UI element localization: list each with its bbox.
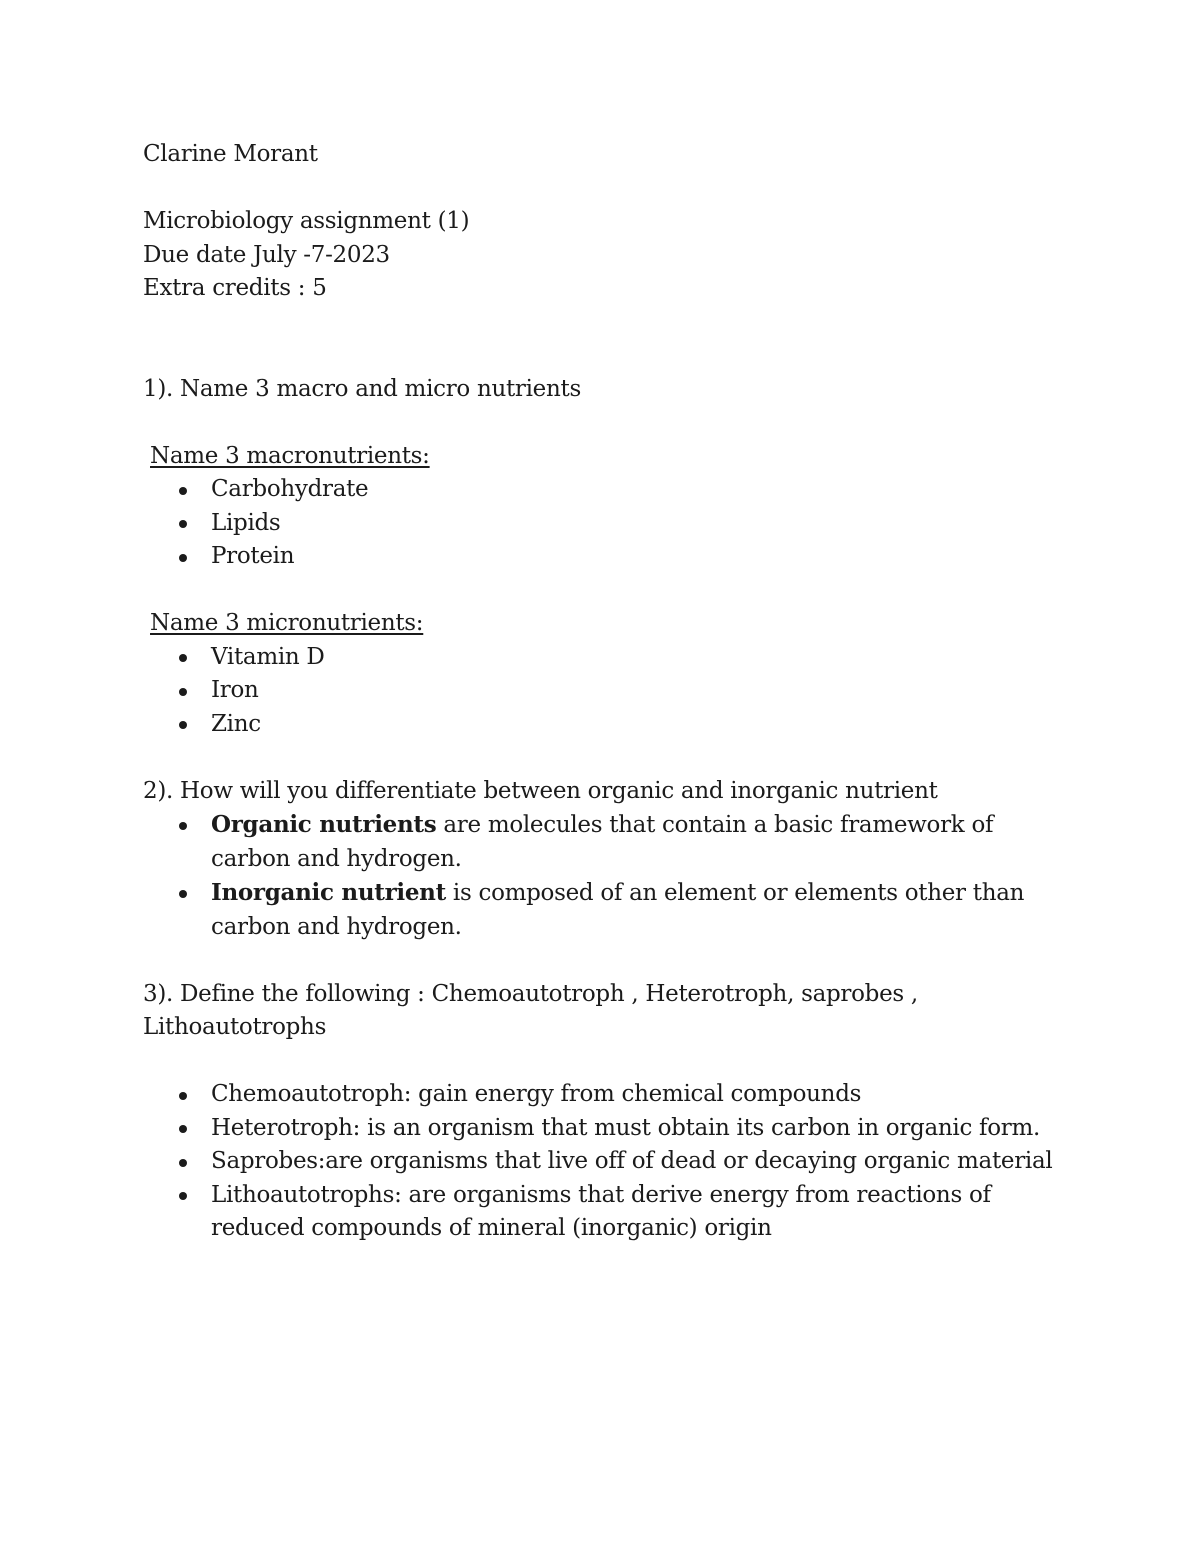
bullet-icon <box>179 822 187 830</box>
list-item <box>143 708 1063 742</box>
list-item <box>143 1179 1063 1246</box>
due-date: Due date July -7-2023 <box>143 241 390 268</box>
question-3: 3). Define the following : Chemoautotroph , Heterotroph, saprobes , Lithoautotrophs <box>143 980 918 1040</box>
list-item-text: Protein <box>211 543 295 569</box>
list-item <box>143 540 1063 574</box>
bullet-icon <box>179 654 187 662</box>
term-organic-nutrients: Organic nutrients <box>211 811 437 838</box>
micronutrients-heading-text: Name 3 micronutrients: <box>150 610 424 636</box>
bullet-icon <box>179 890 187 898</box>
bullet-icon <box>179 1192 187 1200</box>
definitions-list <box>143 1078 1063 1246</box>
definition-text: are molecules that contain a basic framework of carbon and hydrogen. <box>211 812 994 872</box>
spacer <box>143 1045 1063 1079</box>
bullet-icon <box>179 721 187 729</box>
term-inorganic-nutrient: Inorganic nutrient <box>211 879 446 906</box>
list-item-text: Iron <box>211 677 259 703</box>
organic-inorganic-list <box>143 808 1063 944</box>
spacer <box>143 306 1063 373</box>
list-item-text: Lithoautotrophs: are organisms that derive energy from reactions of reduced compounds of mineral (inorganic) origin <box>211 1181 991 1241</box>
assignment-title: Microbiology assignment (1) <box>143 208 470 234</box>
list-item-text: Saprobes:are organisms that live off of dead or decaying organic material <box>211 1148 1053 1174</box>
macronutrients-heading <box>143 440 1063 474</box>
spacer <box>143 944 1063 978</box>
macronutrients-list <box>143 473 1063 574</box>
bullet-icon <box>179 487 187 495</box>
spacer <box>143 574 1063 608</box>
list-item <box>143 1145 1063 1179</box>
extra-credits: Extra credits : 5 <box>143 275 327 301</box>
list-item-text: Lipids <box>211 509 281 536</box>
spacer <box>143 172 1063 206</box>
micronutrients-heading <box>143 607 1063 641</box>
bullet-icon <box>179 1092 187 1100</box>
list-item-text: Zinc <box>211 710 261 737</box>
list-item <box>143 876 1063 944</box>
bullet-icon <box>179 554 187 562</box>
micronutrients-list <box>143 641 1063 742</box>
bullet-icon <box>179 520 187 528</box>
bullet-icon <box>179 1125 187 1133</box>
list-item-text: Vitamin D <box>211 643 325 670</box>
student-name: Clarine Morant <box>143 141 318 167</box>
question-2: 2). How will you differentiate between organic and inorganic nutrient <box>143 777 938 804</box>
definition-text: is composed of an element or elements other than carbon and hydrogen. <box>211 880 1025 940</box>
list-item <box>143 1078 1063 1112</box>
question-1: 1). Name 3 macro and micro nutrients <box>143 375 581 402</box>
macronutrients-heading-text: Name 3 macronutrients: <box>150 442 430 469</box>
spacer <box>143 406 1063 440</box>
list-item-text: Carbohydrate <box>211 476 369 502</box>
list-item <box>143 674 1063 708</box>
list-item <box>143 1112 1063 1146</box>
list-item <box>143 641 1063 675</box>
list-item <box>143 808 1063 876</box>
list-item-text: Heterotroph: is an organism that must obtain its carbon in organic form. <box>211 1114 1041 1141</box>
bullet-icon <box>179 1159 187 1167</box>
list-item <box>143 473 1063 507</box>
spacer <box>143 741 1063 775</box>
bullet-icon <box>179 688 187 696</box>
document-body <box>143 138 1063 1246</box>
list-item-text: Chemoautotroph: gain energy from chemical compounds <box>211 1081 862 1107</box>
list-item <box>143 507 1063 541</box>
